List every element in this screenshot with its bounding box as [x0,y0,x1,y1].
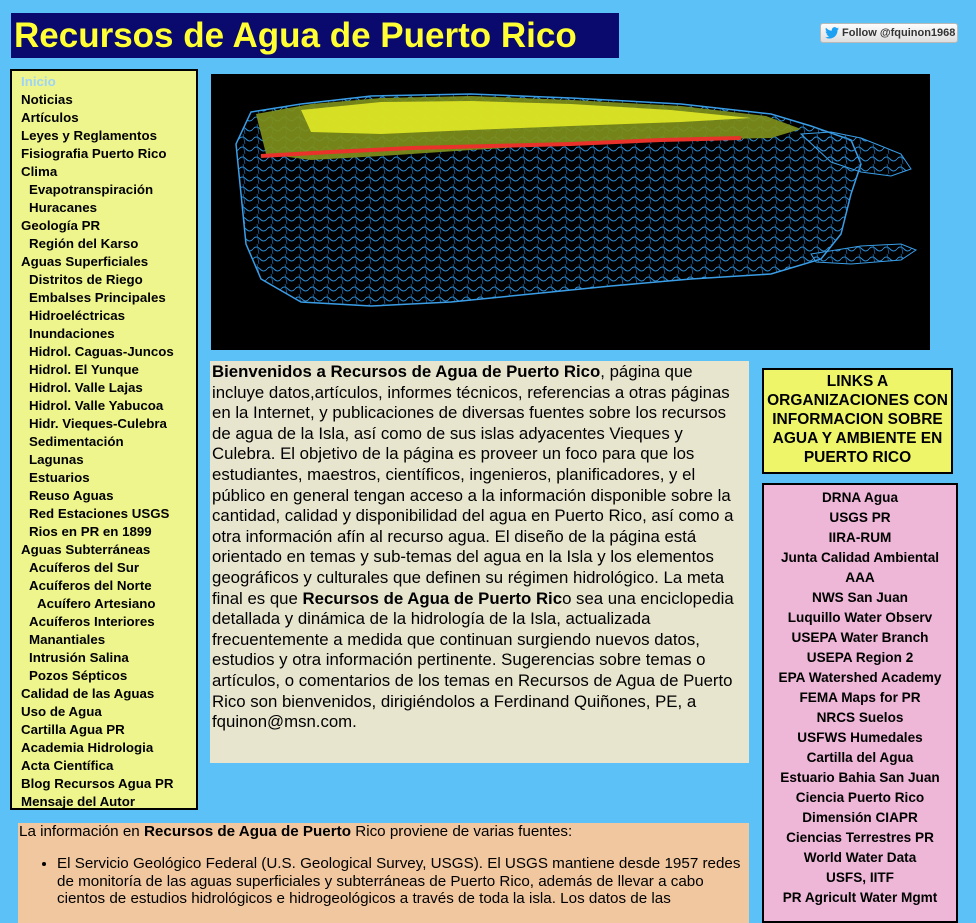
twitter-follow-button[interactable] [820,23,958,43]
org-link[interactable]: USFWS Humedales [797,730,923,745]
welcome-lead: Bienvenidos a [212,362,331,381]
nav-item-hidrol-valle-lajas[interactable]: Hidrol. Valle Lajas [29,380,143,395]
org-link[interactable]: AAA [845,570,875,585]
org-link[interactable]: Ciencias Terrestres PR [786,830,934,845]
nav-item-lagunas[interactable]: Lagunas [29,452,84,467]
nav-item-estuarios[interactable]: Estuarios [29,470,90,485]
nav-item-articulos[interactable]: Artículos [21,110,79,125]
org-link[interactable]: Dimensión CIAPR [802,810,918,825]
org-link[interactable]: Ciencia Puerto Rico [795,790,925,805]
nav-item-uso-de-agua[interactable]: Uso de Agua [21,704,102,719]
nav-item-acta-cientifica[interactable]: Acta Científica [21,758,114,773]
nav-item-red-estaciones-usgs[interactable]: Red Estaciones USGS [29,506,170,521]
nav-item-pozos-septicos[interactable]: Pozos Sépticos [29,668,128,683]
nav-item-hidrol-caguas-juncos[interactable]: Hidrol. Caguas-Juncos [29,344,174,359]
nav-item-fisiografia-puerto-rico[interactable]: Fisiografia Puerto Rico [21,146,167,161]
nav-item-distritos-de-riego[interactable]: Distritos de Riego [29,272,143,287]
nav-item-region-del-karso[interactable]: Región del Karso [29,236,139,251]
nav-item-huracanes[interactable]: Huracanes [29,200,97,215]
sources-intro-bold: Recursos de Agua de Puerto [143,823,352,840]
org-link[interactable]: Junta Calidad Ambiental [780,550,940,565]
welcome-site-name-2: Recursos de Agua de Puerto Ric [302,588,563,608]
sidebar-nav [10,69,198,810]
org-link[interactable]: USEPA Water Branch [791,630,929,645]
nav-item-hidroelectricas[interactable]: Hidroeléctricas [29,308,126,323]
nav-item-acuifero-artesiano[interactable]: Acuífero Artesiano [37,596,156,611]
nav-item-leyes-y-reglamentos[interactable]: Leyes y Reglamentos [21,128,157,143]
nav-item-aguas-superficiales[interactable]: Aguas Superficiales [21,254,149,269]
nav-item-sedimentacion[interactable]: Sedimentación [29,434,124,449]
map-graphic [211,74,930,350]
sources-list [19,855,743,908]
org-link[interactable]: FEMA Maps for PR [799,690,921,705]
nav-item-calidad-de-las-aguas[interactable]: Calidad de las Aguas [21,686,155,701]
nav-item-inicio[interactable]: Inicio [21,74,56,89]
org-link[interactable]: Estuario Bahia San Juan [780,770,940,785]
sources-intro [19,823,743,841]
links-list [762,483,958,923]
nav-item-intrusion-salina[interactable]: Intrusión Salina [29,650,129,665]
org-link[interactable]: USEPA Region 2 [806,650,914,665]
org-link[interactable]: USGS PR [829,510,891,525]
sources-section [18,823,749,923]
nav-item-noticias[interactable]: Noticias [21,92,73,107]
twitter-bird-icon [825,27,839,39]
nav-item-inundaciones[interactable]: Inundaciones [29,326,115,341]
nav-item-acuiferos-del-norte[interactable]: Acuíferos del Norte [29,578,152,593]
org-link[interactable]: World Water Data [803,850,917,865]
org-link[interactable]: DRNA Agua [821,490,899,505]
page-title: Recursos de Agua de Puerto Rico [11,13,619,58]
org-link[interactable]: IIRA-RUM [828,530,892,545]
nav-item-clima[interactable]: Clima [21,164,58,179]
nav-item-aguas-subterraneas[interactable]: Aguas Subterráneas [21,542,151,557]
nav-item-manantiales[interactable]: Manantiales [29,632,106,647]
org-link[interactable]: Luquillo Water Observ [787,610,933,625]
welcome-body-2: o sea una enciclopedia detallada y dinámica de la hidrología de la Isla, actualizada frecuentemente a medida que continuan surgiendo nuevos datos, estudios y otra información pertinente. Sugerencias sobre temas o artículos, o comentarios de los temas en Recursos de Agua de Puerto Rico son bienvenidos, dirigiéndolos a Ferdinand Quiñones, PE, a fquinon@msn.com. [212,588,734,732]
links-heading: LINKS A ORGANIZACIONES CON INFORMACION SOBRE AGUA Y AMBIENTE EN PUERTO RICO [762,368,953,474]
sources-item: • El Servicio Geológico Federal (U.S. Geological Survey, USGS). El USGS mantiene desde 1957 redes de monitoría de las aguas superficiales y subterráneas de Puerto Rico, además de llevar a cabo cientos de estudios hidrológicos e hidrogeológicos a través de toda la isla. Los datos de las [57,855,743,908]
welcome-text [210,361,749,763]
nav-item-evapotranspiracion[interactable]: Evapotranspiración [29,182,154,197]
nav-item-academia-hidrologia[interactable]: Academia Hidrologia [21,740,154,755]
nav-item-geologia-pr[interactable]: Geología PR [21,218,101,233]
org-link[interactable]: NRCS Suelos [816,710,904,725]
welcome-body-1: , página que incluye datos,artículos, informes técnicos, referencias a otras páginas en la Internet, y publicaciones de diversas fuentes sobre los recursos de agua de la Isla, así como de sus islas adyacentes Vieques y Culebra. El objetivo de la página es proveer un foco para que los estudiantes, maestros, científicos, ingenieros, planificadores, y el público en general tengan acceso a la información disponible sobre la cantidad, calidad y disponibilidad del agua en Puerto Rico, así como a otra información afín al recurso agua. El diseño de la página está orientado en temas y sub-temas del agua en la Isla y los elementos geográficos y culturales que definen su régimen hidrológico. La meta final es que [212,362,734,608]
nav-item-hidrol-el-yunque[interactable]: Hidrol. El Yunque [29,362,139,377]
org-link[interactable]: NWS San Juan [812,590,908,605]
nav-item-mensaje-del-autor[interactable]: Mensaje del Autor [21,794,136,809]
nav-item-acuiferos-del-sur[interactable]: Acuíferos del Sur [29,560,140,575]
nav-item-reuso-aguas[interactable]: Reuso Aguas [29,488,114,503]
nav-item-hidr-vieques-culebra[interactable]: Hidr. Vieques-Culebra [29,416,167,431]
nav-item-blog-recursos-agua-pr[interactable]: Blog Recursos Agua PR [21,776,174,791]
nav-item-rios-en-pr-en-1899[interactable]: Rios en PR en 1899 [29,524,152,539]
org-link[interactable]: Cartilla del Agua [806,750,914,765]
org-link[interactable]: PR Agricult Water Mgmt [782,890,938,905]
follow-label: Follow @fquinon1968 [842,27,956,39]
org-link[interactable]: USFS, IITF [826,870,894,885]
sources-intro-post: Rico proviene de varias fuentes: [351,823,573,840]
sources-intro-pre: La información en [19,823,144,840]
nav-item-cartilla-agua-pr[interactable]: Cartilla Agua PR [21,722,125,737]
puerto-rico-map-image [211,74,930,350]
nav-item-hidrol-valle-yabucoa[interactable]: Hidrol. Valle Yabucoa [29,398,164,413]
welcome-site-name: Recursos de Agua de Puerto Rico [330,362,601,381]
nav-item-embalses-principales[interactable]: Embalses Principales [29,290,166,305]
org-link[interactable]: EPA Watershed Academy [778,670,942,685]
nav-item-acuiferos-interiores[interactable]: Acuíferos Interiores [29,614,155,629]
